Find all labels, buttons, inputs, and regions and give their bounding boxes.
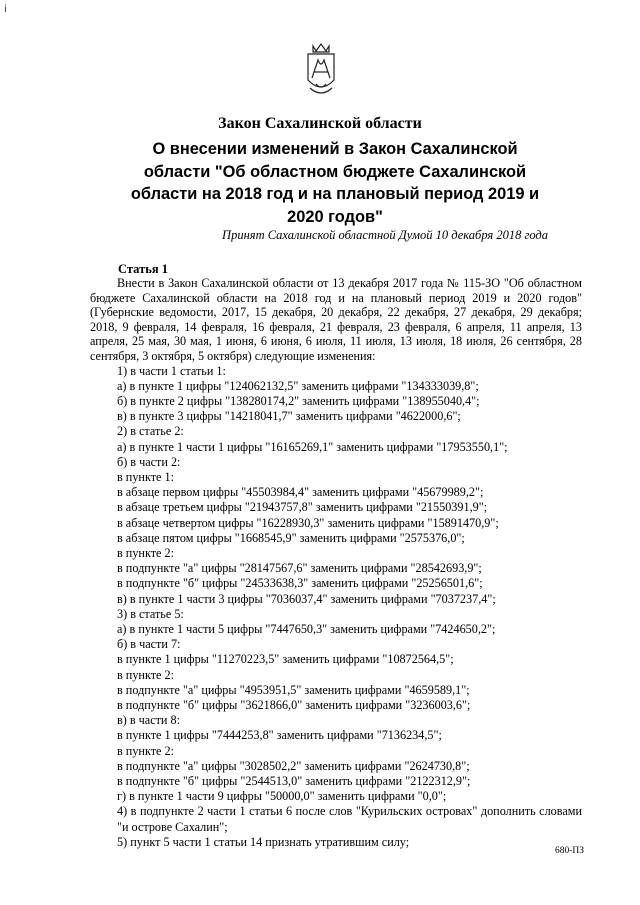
amendment-item: б) в части 7:	[117, 637, 181, 652]
amendment-list	[90, 364, 582, 851]
article-intro: Внести в Закон Сахалинской области от 13 декабря 2017 года № 115-ЗО "Об областном бюджете Сахалинской области на 2018 год и на плановый период 2019 и 2020 годов" (Губернские ведомости, 2017, 15 декабря, 20 декабря, 22 декабря, 27 декабря, 29 декабря; 2018, 9 февраля, 14 февраля, 16 февраля, 21 февраля, 23 февраля, 6 апреля, 11 апреля, 13 апреля, 25 мая, 30 мая, 1 июня, 6 июня, 6 июля, 11 июля, 13 июля, 18 июля, 26 сентября, 28 сентября, 3 октября, 5 октября) следующие изменения:	[90, 276, 582, 363]
law-subtitle: О внесении изменений в Закон Сахалинской области "Об областном бюджете Сахалинской области на 2018 год и на плановый период 2019 и 2020 годов"	[130, 140, 540, 226]
amendment-item: в абзаце первом цифры "45503984,4" заменить цифрами "45679989,2";	[117, 485, 484, 500]
amendment-item: в подпункте "б" цифры "24533638,3" заменить цифрами "25256501,6";	[117, 576, 483, 591]
document-code: 680-ПЗ	[555, 846, 585, 856]
corner-mark: i	[4, 4, 7, 15]
amendment-item: в) в части 8:	[117, 713, 180, 728]
amendment-item: в пункте 2:	[117, 667, 174, 682]
amendment-item: 5) пункт 5 части 1 статьи 14 признать утратившим силу;	[117, 834, 410, 849]
amendment-item: в абзаце третьем цифры "21943757,8" заменить цифрами "21550391,9";	[117, 500, 488, 515]
coat-of-arms-icon	[304, 40, 338, 98]
amendment-item: в пункте 1:	[117, 469, 174, 484]
amendment-item: в абзаце пятом цифры "1668545,9" заменить цифрами "2575376,0";	[117, 530, 465, 545]
amendment-item: в пункте 1 цифры "11270223,5" заменить цифрами "10872564,5";	[117, 652, 454, 667]
amendment-item: 4) в подпункте 2 части 1 статьи 6 после слов "Курильских островах" дополнить словами "и острове Сахалин";	[117, 804, 582, 834]
amendment-item: в пункте 2:	[117, 743, 174, 758]
amendment-item: а) в пункте 1 цифры "124062132,5" заменить цифрами "134333039,8";	[117, 378, 479, 393]
amendment-item: б) в части 2:	[117, 454, 181, 469]
adoption-note: Принят Сахалинской областной Думой 10 декабря 2018 года	[222, 228, 548, 242]
amendment-item: 1) в части 1 статьи 1:	[117, 363, 226, 378]
amendment-item: в пункте 1 цифры "7444253,8" заменить цифрами "7136234,5";	[117, 728, 442, 743]
amendment-item: в абзаце четвертом цифры "16228930,3" заменить цифрами "15891470,9";	[117, 515, 499, 530]
amendment-item: в подпункте "б" цифры "3621866,0" заменить цифрами "3236003,6";	[117, 698, 471, 713]
amendment-item: в подпункте "а" цифры "3028502,2" заменить цифрами "2624730,8";	[117, 758, 470, 773]
amendment-item: в) в пункте 1 части 3 цифры "7036037,4" заменить цифрами "7037237,4";	[117, 591, 496, 606]
amendment-item: а) в пункте 1 части 5 цифры "7447650,3" заменить цифрами "7424650,2";	[117, 622, 496, 637]
amendment-item: в подпункте "б" цифры "2544513,0" заменить цифрами "2122312,9";	[117, 774, 471, 789]
law-title: Закон Сахалинской области	[218, 115, 422, 132]
amendment-item: б) в пункте 2 цифры "138280174,2" заменить цифрами "138955040,4";	[117, 393, 480, 408]
amendment-item: 3) в статье 5:	[117, 606, 184, 621]
amendment-item: г) в пункте 1 части 9 цифры "50000,0" заменить цифрами "0,0";	[117, 789, 447, 804]
article-body	[90, 276, 582, 850]
amendment-item: 2) в статье 2:	[117, 424, 184, 439]
amendment-item: в подпункте "а" цифры "4953951,5" заменить цифрами "4659589,1";	[117, 682, 470, 697]
amendment-item: а) в пункте 1 части 1 цифры "16165269,1" заменить цифрами "17953550,1";	[117, 439, 508, 454]
amendment-item: в) в пункте 3 цифры "14218041,7" заменить цифрами "4622000,6";	[117, 409, 461, 424]
amendment-item: в подпункте "а" цифры "28147567,6" заменить цифрами "28542693,9";	[117, 561, 482, 576]
amendment-item: в пункте 2:	[117, 546, 174, 560]
article-heading: Статья 1	[118, 262, 168, 276]
